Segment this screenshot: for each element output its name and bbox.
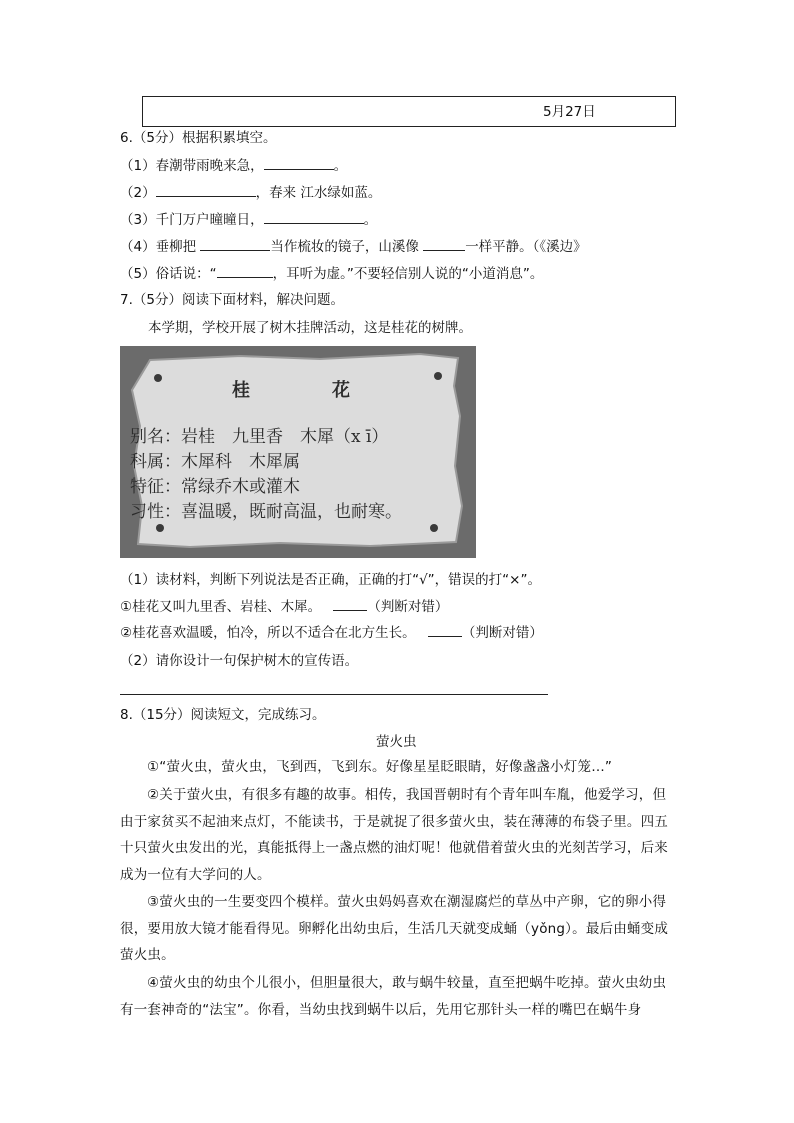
q7-title: 7.（5分）阅读下面材料，解决问题。 <box>120 292 344 308</box>
q7-sub2: （2）请你设计一句保护树木的宣传语。 <box>120 653 359 669</box>
q6-item-1-pre: （1）春潮带雨晚来急， <box>120 158 264 174</box>
q6-item-1 <box>120 155 347 176</box>
q6-blank-3[interactable] <box>264 209 364 224</box>
q7-answer-line[interactable] <box>120 694 548 695</box>
article-paragraph-2: ②关于萤火虫，有很多有趣的故事。相传，我国晋朝时有个青年叫车胤，他爱学习，但由于家贫买不起油来点灯，不能读书，于是就捉了很多萤火虫，装在薄薄的布袋子里。四五十只萤火虫发出的光，真能抵得上一盏点燃的油灯呢！他就借着萤火虫的光刻苦学习，后来成为一位有大学问的人。 <box>120 787 668 883</box>
q6-item-2-pre: （2） <box>120 185 156 201</box>
q6-blank-4b[interactable] <box>423 236 465 251</box>
q7-judge-1-hint: （判断对错） <box>367 599 449 615</box>
q6-item-1-post: 。 <box>333 158 348 174</box>
q6-item-3-pre: （3）千门万户曈曈日， <box>120 212 264 228</box>
q6-item-2 <box>120 182 381 203</box>
q6-item-4-post: 一样平静。（《溪边》 <box>465 239 587 255</box>
q6-item-3 <box>120 209 377 230</box>
q6-item-5 <box>120 263 543 284</box>
plaque-row-feature: 特征：常绿乔木或灌木 <box>130 477 300 497</box>
article-title: 萤火虫 <box>376 734 417 750</box>
q7-judge-2-text: ②桂花喜欢温暖，怕冷，所以不适合在北方生长。 <box>120 625 416 641</box>
q7-judge-2-hint: （判断对错） <box>461 625 543 641</box>
q7-judge-1-text: ①桂花又叫九里香、岩桂、木犀。 <box>120 599 322 615</box>
q7-judge-2 <box>120 622 543 643</box>
q6-item-4-mid: 当作梳妆的镜子，山溪像 <box>270 239 424 255</box>
tree-plaque-photo <box>120 346 476 558</box>
q6-item-4-pre: （4）垂柳把 <box>120 239 201 255</box>
header-box <box>142 96 676 127</box>
q6-blank-5[interactable] <box>217 263 273 278</box>
article-paragraph-1: ①“萤火虫，萤火虫，飞到西，飞到东。好像星星眨眼睛，好像盏盏小灯笼…” <box>147 759 613 775</box>
q6-blank-1[interactable] <box>264 155 334 170</box>
plaque-title-left: 桂 <box>232 380 250 401</box>
plaque-row-habit: 习性：喜温暖，既耐高温，也耐寒。 <box>130 502 402 522</box>
q6-item-2-post: ，春来 江水绿如蓝。 <box>255 185 382 201</box>
header-date: 5月27日 <box>543 104 596 120</box>
q6-item-5-post: ，耳听为虚。”不要轻信别人说的“小道消息”。 <box>272 266 544 282</box>
plaque-row-family: 科属：木犀科 木犀属 <box>130 452 300 472</box>
article-paragraph-4: ④萤火虫的幼虫个儿很小，但胆量很大，敢与蜗牛较量，直至把蜗牛吃掉。萤火虫幼虫有一套神奇的“法宝”。你看，当幼虫找到蜗牛以后，先用它那针头一样的嘴巴在蜗牛身 <box>120 975 667 1018</box>
plaque-row-alias: 别名：岩桂 九里香 木犀（x ī） <box>130 427 389 447</box>
q6-title: 6.（5分）根据积累填空。 <box>120 130 277 146</box>
q7-judge-1 <box>120 596 448 617</box>
q6-blank-2[interactable] <box>156 182 256 197</box>
q7-sub1: （1）读材料，判断下列说法是否正确，正确的打“√”，错误的打“×”。 <box>120 572 541 588</box>
article-paragraph-3: ③萤火虫的一生要变四个模样。萤火虫妈妈喜欢在潮湿腐烂的草丛中产卵，它的卵小得很，要用放大镜才能看得见。卵孵化出幼虫后，生活几天就变成蛹（yǒng）。最后由蛹变成萤火虫。 <box>120 894 669 963</box>
q7-judge-2-blank[interactable] <box>428 622 462 637</box>
q6-item-4 <box>120 236 587 257</box>
q6-item-5-pre: （5）俗话说：“ <box>120 266 217 282</box>
q6-item-3-post: 。 <box>363 212 378 228</box>
q6-blank-4a[interactable] <box>200 236 270 251</box>
q7-judge-1-blank[interactable] <box>333 596 367 611</box>
plaque-title-right: 花 <box>332 380 350 401</box>
q7-intro: 本学期，学校开展了树木挂牌活动，这是桂花的树牌。 <box>148 320 472 336</box>
q8-title: 8.（15分）阅读短文，完成练习。 <box>120 707 326 723</box>
